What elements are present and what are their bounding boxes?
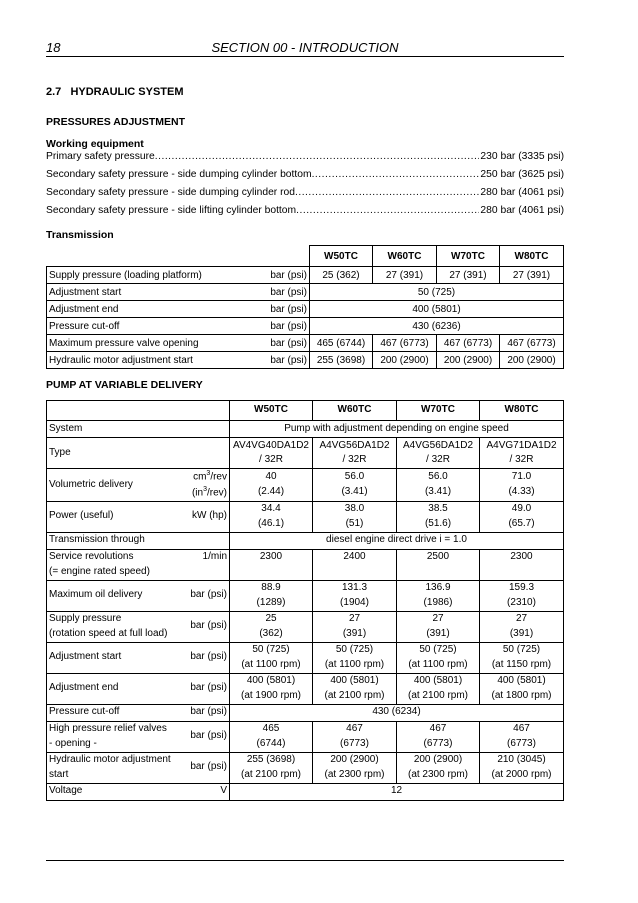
model-header: W70TC bbox=[397, 401, 480, 421]
table-row: Volumetric delivery $cm^3$/rev $(in^3/rev)$ 40 (2.44) 56.0 (3.41) 56.0 (3.41) 71.0 (4.33) bbox=[47, 469, 564, 502]
page-number: 18 bbox=[46, 40, 61, 55]
table-row: System Pump with adjustment depending on engine speed bbox=[47, 421, 564, 438]
pump-title: PUMP AT VARIABLE DELIVERY bbox=[46, 379, 203, 391]
table-row: Adjustment end bar (psi) 400 (5801) (at 1900 rpm) 400 (5801) (at 2100 rpm) 400 (5801) (at 2100 rpm) 400 (5801) (at 1800 rpm) bbox=[47, 673, 564, 704]
table-row: Service revolutions (= engine rated speed) 1/min 2300 2400 2500 2300 bbox=[47, 549, 564, 580]
table-row: Pressure cut-off bar (psi) 430 (6234) bbox=[47, 704, 564, 721]
footer-rule bbox=[46, 860, 564, 861]
spec-line: Secondary safety pressure - side dumping cylinder rod ..... 280 bar (4061 psi) bbox=[46, 187, 564, 198]
spec-line: Primary safety pressure ..... 230 bar (3335 psi) bbox=[46, 151, 564, 162]
table-row: Adjustment end bar (psi) 400 (5801) bbox=[47, 301, 564, 318]
model-header: W50TC bbox=[230, 401, 313, 421]
model-header: W80TC bbox=[480, 401, 564, 421]
table-header-row bbox=[47, 401, 564, 421]
table-row: Transmission through diesel engine direct drive i = 1.0 bbox=[47, 532, 564, 549]
model-header: W60TC bbox=[313, 401, 397, 421]
table-header-row bbox=[47, 246, 564, 267]
model-header: W60TC bbox=[373, 246, 437, 267]
model-header: W50TC bbox=[310, 246, 373, 267]
pump-table bbox=[46, 400, 564, 801]
table-row: Hydraulic motor adjustment start bar (psi) 255 (3698) 200 (2900) 200 (2900) 200 (2900) bbox=[47, 352, 564, 369]
table-row: Type AV4VG40DA1D2 / 32R A4VG56DA1D2 / 32R A4VG56DA1D2 / 32R A4VG71DA1D2 / 32R bbox=[47, 438, 564, 469]
page-header bbox=[46, 38, 564, 57]
table-row: Supply pressure (rotation speed at full load) bar (psi) 25 (362) 27 (391) 27 (391) 27 (391) bbox=[47, 611, 564, 642]
model-header: W70TC bbox=[437, 246, 500, 267]
section-title: 2.7 HYDRAULIC SYSTEM bbox=[46, 86, 184, 98]
table-row: High pressure relief valves - opening - bar (psi) 465 (6744) 467 (6773) 467 (6773) 467 (6773) bbox=[47, 721, 564, 752]
table-row: Maximum oil delivery bar (psi) 88.9 (1289) 131.3 (1904) 136.9 (1986) 159.3 (2310) bbox=[47, 580, 564, 611]
table-row: Supply pressure (loading platform) bar (psi) 25 (362) 27 (391) 27 (391) 27 (391) bbox=[47, 267, 564, 284]
transmission-title: Transmission bbox=[46, 229, 114, 241]
table-row: Power (useful) kW (hp) 34.4 (46.1) 38.0 (51) 38.5 (51.6) 49.0 (65.7) bbox=[47, 501, 564, 532]
section-heading: SECTION 00 - INTRODUCTION bbox=[211, 40, 399, 55]
pressures-title: PRESSURES ADJUSTMENT bbox=[46, 116, 186, 128]
model-header: W80TC bbox=[500, 246, 564, 267]
table-row: Hydraulic motor adjustment start bar (psi) 255 (3698) (at 2100 rpm) 200 (2900) (at 2300 rpm) 200 (2900) (at 2300 rpm) 210 (3045) (at 2000 rpm) bbox=[47, 752, 564, 783]
transmission-table bbox=[46, 245, 564, 369]
spec-line: Secondary safety pressure - side lifting cylinder bottom ..... 280 bar (4061 psi) bbox=[46, 205, 564, 216]
table-row: Maximum pressure valve opening bar (psi) 465 (6744) 467 (6773) 467 (6773) 467 (6773) bbox=[47, 335, 564, 352]
table-row: Adjustment start bar (psi) 50 (725) bbox=[47, 284, 564, 301]
table-row: Pressure cut-off bar (psi) 430 (6236) bbox=[47, 318, 564, 335]
table-row: Adjustment start bar (psi) 50 (725) (at 1100 rpm) 50 (725) (at 1100 rpm) 50 (725) (at 1100 rpm) 50 (725) (at 1150 rpm) bbox=[47, 642, 564, 673]
working-equipment-title: Working equipment bbox=[46, 138, 144, 150]
spec-line: Secondary safety pressure - side dumping cylinder bottom ..... 250 bar (3625 psi) bbox=[46, 169, 564, 180]
table-row: Voltage V 12 bbox=[47, 783, 564, 800]
